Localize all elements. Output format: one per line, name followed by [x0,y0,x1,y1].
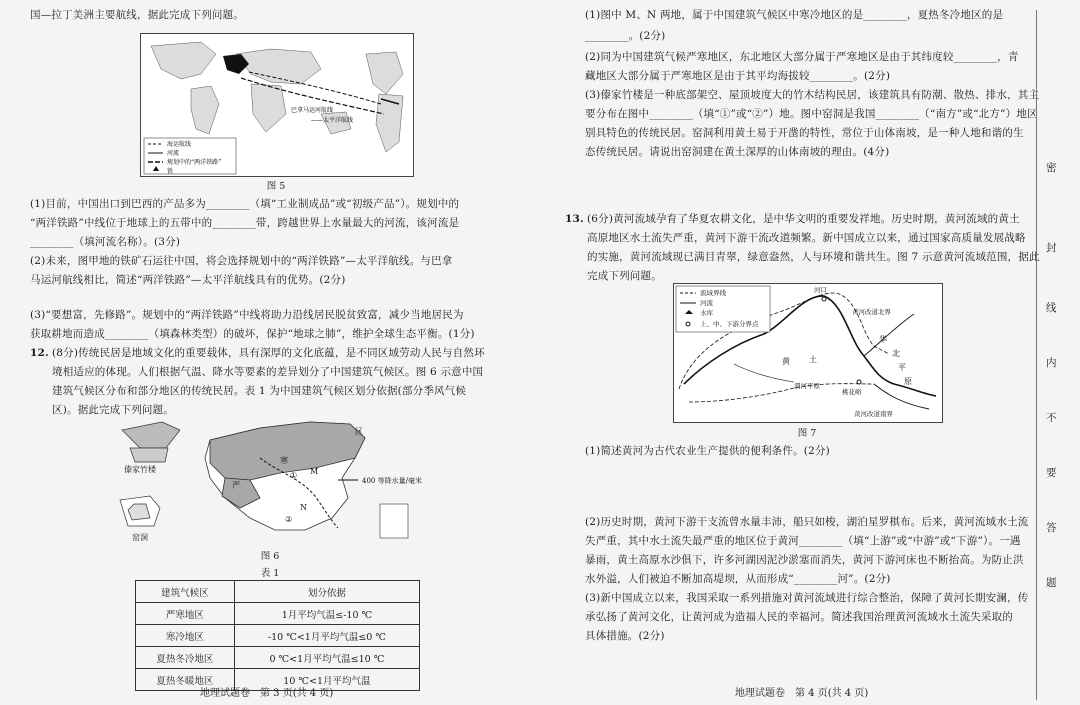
binding-char: 答 [1046,522,1057,534]
place-hekou: 河口 [814,286,827,294]
place-south-boundary: 黄河改道南界 [854,410,893,418]
table-1 [135,580,420,691]
place-ping: 平 [898,363,906,372]
table-cell: 10 ℃<1月平均气温 [234,669,419,691]
region-label-m: M [310,467,319,476]
place-hua: 华 [879,335,887,344]
q13-part-2-line-2: 失严重，其中水土流失最严重的地区位于黄河________（填“上游”或“中游”或“下游”）。一遇 [585,535,1021,547]
figure-7-caption: 图 7 [797,428,817,439]
intro-text: 国—拉丁美洲主要航线，据此完成下列问题。 [30,9,244,21]
place-bei: 北 [892,349,900,358]
table-cell: 1月平均气温≤-10 ℃ [234,603,419,625]
q12-right-line-3: (2)同为中国建筑气候严寒地区，东北地区大部分属于严寒地区是由于其纬度较________，青 [585,51,1019,63]
q13-line-4: 完成下列问题。 [587,270,662,282]
binding-char: 线 [1046,302,1057,314]
binding-char: 密 [1046,162,1057,174]
fig7-legend-4: 上、中、下游分界点 [700,320,759,328]
q13-line-3: 的实施，黄河流域现已满目青翠，绿意盎然，人与环境和谐共生。图 7 示意黄河流域范围，据此 [587,251,1040,263]
q11-line-5: 马运河航线相比，简述“两洋铁路”—太平洋航线具有的优势。(2分) [30,274,346,286]
figure-5-caption: 图 5 [266,181,286,192]
binding-char: 要 [1046,467,1057,479]
figure-7-yellow-river-map [673,283,943,423]
place-north-boundary: 黄河改道北界 [852,308,891,316]
table-cell: -10 ℃<1月平均气温≤0 ℃ [234,625,419,647]
table-cell: 寒冷地区 [136,625,235,647]
table-cell: 夏热冬暖地区 [136,669,235,691]
fig7-legend-1: 流域界线 [700,289,726,297]
table-header-row [136,581,420,603]
table-cell: 严寒地区 [136,603,235,625]
q12-right-line-8: 态传统民居。请说出窑洞建在黄土深厚的山体南坡的理由。(4分) [585,146,890,158]
q11-line-2: “两洋铁路”中线位于地球上的五带中的________带，跨越世界上水量最大的河流，该河流是 [30,217,460,229]
place-taohuayu: 桃花峪 [842,388,862,396]
q13-part-3-line-2: 承弘扬了黄河文化，让黄河成为造福人民的幸福河。简述我国治理黄河流域水土流失采取的 [585,611,1013,623]
table-row [136,603,420,625]
q11-line-6: (3)“要想富，先修路”。规划中的“两洋铁路”中线将助力沿线居民脱贫致富，减少当地居民为 [30,309,464,321]
q13-part-3-line-1: (3)新中国成立以来，我国采取一系列措施对黄河流域进行综合整治，保障了黄河长期安澜，传 [585,592,1029,604]
q11-line-7: 获取耕地而造成________（填森林类型）的破坏，保护“地球之肺”，维护全球生态平衡。(1分) [30,328,475,340]
q13-part-2-line-3: 暴雨，黄土高原水沙俱下，许多河湖因泥沙淤塞而消失，黄河下游河床也不断抬高。为防止洪 [585,554,1024,566]
legend-3: 规划中的“两洋铁路” [167,159,222,166]
legend-1: 海运航线 [167,141,192,148]
q13-part-3-line-3: 具体措施。(2分) [585,630,665,642]
house-label-2: 窑洞 [132,533,148,542]
china-map-graphic [110,418,430,548]
region-label-yan: 严 [232,481,240,490]
region-label-qu: 区 [355,427,363,436]
table-cell: 0 ℃<1月平均气温≤10 ℃ [234,647,419,669]
q13-number: 13. [565,213,584,225]
region-label-1: ① [290,471,298,480]
q13-part-2-line-1: (2)历史时期，黄河下游干支流曾水量丰沛，船只如梭，湖泊星罗棋布。后来，黄河流域水土流 [585,516,1029,528]
fig7-legend-2: 河流 [700,299,713,307]
q13-part-1: (1)简述黄河为古代农业生产提供的便利条件。(2分) [585,445,830,457]
page-4-footer: 地理试题卷 第 4 页(共 4 页) [735,688,869,699]
legend-2: 河流 [167,150,180,157]
q12-line-2: 境相适应的体现。人们根据气温、降水等要素的差异划分了中国建筑气候区。图 6 示意中国 [52,366,484,378]
q11-line-1: (1)目前，中国出口到巴西的产品多为________（填“工业制成品”或“初级产品”）。规划中的 [30,198,460,210]
q12-right-line-1: (1)图中 M、N 两地，属于中国建筑气候区中寒冷地区的是________，夏热冬冷地区的是 [585,9,1004,21]
binding-char: 题 [1046,577,1057,589]
house-label-1: 傣家竹楼 [124,465,156,474]
yellow-river-graphic [674,284,942,422]
q13-line-2: 高原地区水土流失严重，黄河下游干流改道频繁。新中国成立以来，通过国家高质量发展战略 [587,232,1026,244]
q12-right-line-6: 要分布在图中________（填“①”或“②”）地。图中窑洞是我国________（“南方”或“北方”）地区 [585,108,1038,120]
figure-6-china-map [110,418,430,548]
q13-part-2-line-4: 水外溢，人们被迫不断加高堤坝，从而形成“________河”。(2分) [585,573,891,585]
table-row [136,647,420,669]
q12-line-1: (8分)传统民居是地域文化的重要载体，具有深厚的文化底蕴，是不同区域劳动人民与自然环 [52,347,485,359]
map-label-pacific: ——太平洋航线 [311,117,354,124]
binding-char: 封 [1046,242,1057,254]
place-tu: 土 [809,355,817,364]
page-4 [545,0,1040,705]
figure-6-caption: 图 6 [260,551,280,562]
place-huang: 黄 [782,357,790,366]
map-label-panama: 巴拿马运河航线 [291,107,334,114]
q13-line-1: (6分)黄河流域孕育了华夏农耕文化，是中华文明的重要发祥地。历史时期，黄河流域的黄土 [587,213,1020,225]
region-label-n: N [300,503,307,512]
table-1-title: 表 1 [260,568,280,579]
fig7-legend-3: 水库 [700,309,713,317]
q12-line-3: 建筑气候区分布和部分地区的传统民居。表 1 为中国建筑气候区划分依据(部分季风气候 [52,385,467,397]
page-3 [0,0,535,705]
q11-line-4: (2)未来，图甲地的铁矿石运往中国，将会选择规划中的“两洋铁路”—太平洋航线。与巴拿 [30,255,453,267]
table-row [136,625,420,647]
region-label-2: ② [285,515,293,524]
legend-4: 铁 [167,168,174,175]
q12-right-line-7: 别具特色的传统民居。窑洞利用黄土易于开凿的特性，常位于山体南坡，是一种人地和谐的生 [585,127,1024,139]
q12-right-line-2: ________。(2分) [585,30,666,42]
table-header: 划分依据 [234,581,419,603]
binding-char: 不 [1046,412,1057,424]
place-yuan: 原 [904,377,912,386]
q12-right-line-4: 藏地区大部分属于严寒地区是由于其平均海拔较________。(2分) [585,70,891,82]
page-3-footer: 地理试题卷 第 3 页(共 4 页) [200,688,334,699]
region-label-han: 寒 [280,456,288,465]
place-weihe: 渭河平原 [794,382,820,390]
table-header: 建筑气候区 [136,581,235,603]
q11-line-3: ________（填河流名称）。(3分) [30,236,181,248]
q12-right-line-5: (3)傣家竹楼是一种底部架空、屋顶坡度大的竹木结构民居，该建筑具有防潮、散热、排水，其主 [585,89,1040,101]
figure-5-world-map [140,33,414,177]
world-map-graphic [141,34,413,176]
q12-line-4: 区)。据此完成下列问题。 [52,404,174,416]
q12-number: 12. [30,347,49,359]
binding-char: 内 [1046,357,1057,369]
table-cell: 夏热冬冷地区 [136,647,235,669]
isohyet-label: 400 等降水量/毫米 [362,477,422,485]
